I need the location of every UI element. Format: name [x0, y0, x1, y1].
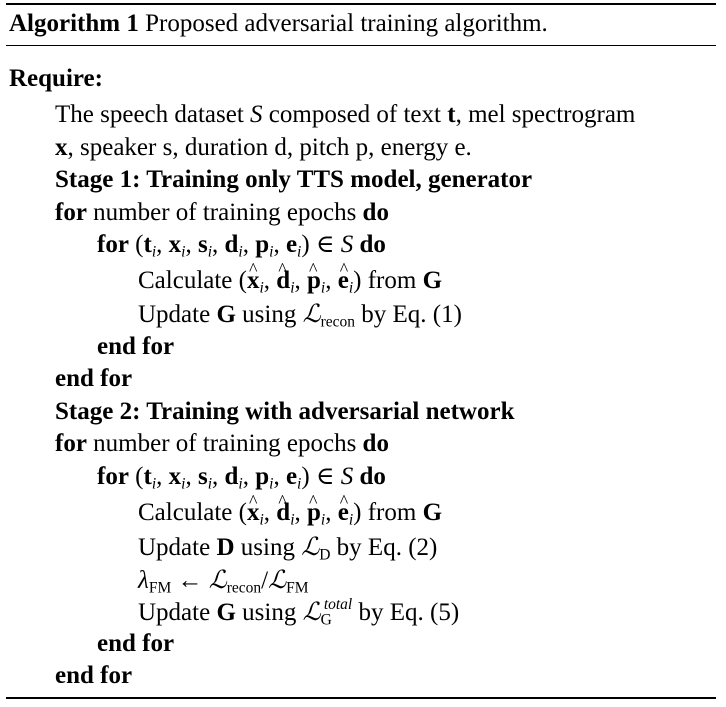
require-line-1: The speech dataset S composed of text t, mel spectrogram	[55, 101, 636, 128]
caption-rule	[6, 45, 716, 46]
require-line-2: x, speaker s, duration d, pitch p, energy e.	[55, 134, 472, 161]
caption-label: Algorithm 1	[9, 10, 139, 37]
caption-title: Proposed adversarial training algorithm.	[145, 10, 548, 37]
top-rule	[6, 3, 716, 5]
bottom-rule	[6, 697, 716, 699]
algorithm-caption	[9, 9, 548, 39]
require-heading: Require:	[9, 65, 103, 92]
